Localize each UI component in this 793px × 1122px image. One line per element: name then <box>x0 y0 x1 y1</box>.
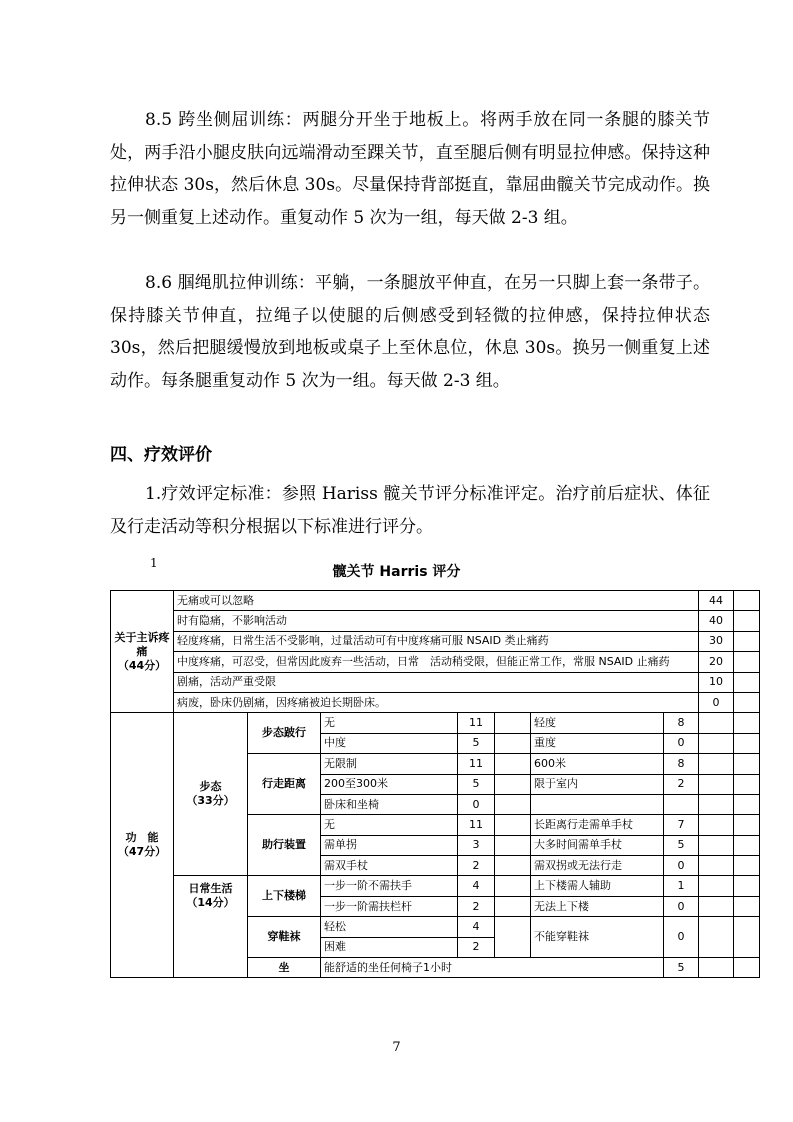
footnote-marker: 1 <box>150 556 158 570</box>
item-score: 2 <box>458 896 495 916</box>
item-score: 3 <box>458 835 495 855</box>
item-option: 需单拐 <box>321 835 458 855</box>
pain-score: 44 <box>699 591 734 611</box>
pain-desc: 中度疼痛，可忍受，但常因此废弃一些活动，日常 活动稍受限，但能正常工作，常服 NSAID 止痛药 <box>174 652 699 672</box>
function-category-cell: 功 能 （47分） <box>111 713 174 978</box>
daily-category-cell: 日常生活 （14分） <box>174 876 248 978</box>
item-option: 能舒适的坐任何椅子1小时 <box>321 958 664 978</box>
item-score: 0 <box>664 733 699 753</box>
item-option: 一步一阶需扶栏杆 <box>321 896 458 916</box>
pain-desc: 病废，卧床仍剧痛，因疼痛被迫长期卧床。 <box>174 692 699 712</box>
item-option: 大多时间需单手杖 <box>531 835 664 855</box>
item-score: 5 <box>458 733 495 753</box>
item-score: 5 <box>458 774 495 794</box>
limp-label: 步态跛行 <box>248 713 321 754</box>
item-option: 无法上下楼 <box>531 896 664 916</box>
page-number: 7 <box>392 1040 401 1055</box>
item-score: 2 <box>458 856 495 876</box>
item-score: 0 <box>664 896 699 916</box>
item-score: 1 <box>664 876 699 896</box>
sit-label: 坐 <box>248 958 321 978</box>
item-score: 7 <box>664 815 699 835</box>
item-option: 一步一阶不需扶手 <box>321 876 458 896</box>
item-option: 轻松 <box>321 917 458 937</box>
paragraph-8-6: 8.6 腘绳肌拉伸训练：平躺，一条腿放平伸直，在另一只脚上套一条带子。保持膝关节伸直，拉绳子以使腿的后侧感受到轻微的拉伸感，保持拉伸状态 30s，然后把腿缓慢放到地板或桌子上至休息位，休息 30s。换另一侧重复上述动作。每条腿重复动作 5 次为一组。每天做 2-3 组。 <box>110 273 710 391</box>
paragraph-8-5: 8.5 跨坐侧屈训练：两腿分开坐于地板上。将两手放在同一条腿的膝关节处，两手沿小腿皮肤向远端滑动至踝关节，直至腿后侧有明显拉伸感。保持这种拉伸状态 30s，然后休息 30s。尽量保持背部挺直，靠屈曲髋关节完成动作。换另一侧重复上述动作。重复动作 5 次为一组，每天做 2-3 组。 <box>110 110 710 228</box>
item-option: 需双拐或无法行走 <box>531 856 664 876</box>
pain-desc: 剧痛，活动严重受限 <box>174 672 699 692</box>
item-score: 11 <box>458 754 495 774</box>
gait-category-cell: 步态 （33分） <box>174 713 248 876</box>
item-score: 2 <box>664 774 699 794</box>
item-option: 需双手杖 <box>321 856 458 876</box>
pain-score: 10 <box>699 672 734 692</box>
socks-label: 穿鞋袜 <box>248 917 321 958</box>
item-score: 11 <box>458 713 495 733</box>
item-option: 无 <box>321 815 458 835</box>
item-option: 200至300米 <box>321 774 458 794</box>
stairs-label: 上下楼梯 <box>248 876 321 917</box>
item-score: 0 <box>458 794 495 814</box>
item-score: 0 <box>664 917 699 958</box>
item-option: 上下楼需人辅助 <box>531 876 664 896</box>
item-option: 限于室内 <box>531 774 664 794</box>
item-option: 600米 <box>531 754 664 774</box>
item-option: 无限制 <box>321 754 458 774</box>
intro-paragraph: 1.疗效评定标准：参照 Hariss 髋关节评分标准评定。治疗前后症状、体征及行走活动等积分根据以下标准进行评分。 <box>110 484 710 537</box>
item-option: 不能穿鞋袜 <box>531 917 664 958</box>
pain-score: 0 <box>699 692 734 712</box>
pain-score: 40 <box>699 611 734 631</box>
item-option: 困难 <box>321 937 458 957</box>
item-option: 中度 <box>321 733 458 753</box>
harris-score-table <box>110 590 760 978</box>
item-score: 2 <box>458 937 495 957</box>
item-score: 11 <box>458 815 495 835</box>
pain-desc: 轻度疼痛，日常生活不受影响，过量活动可有中度疼痛可服 NSAID 类止痛药 <box>174 631 699 651</box>
section-heading: 四、疗效评价 <box>110 445 212 465</box>
item-option: 无 <box>321 713 458 733</box>
aid-label: 助行装置 <box>248 815 321 876</box>
item-option: 长距离行走需单手杖 <box>531 815 664 835</box>
pain-score: 30 <box>699 631 734 651</box>
item-option: 重度 <box>531 733 664 753</box>
item-score: 8 <box>664 713 699 733</box>
item-score: 4 <box>458 876 495 896</box>
pain-score: 20 <box>699 652 734 672</box>
item-option: 轻度 <box>531 713 664 733</box>
distance-label: 行走距离 <box>248 754 321 815</box>
item-score: 0 <box>664 856 699 876</box>
item-option: 卧床和坐椅 <box>321 794 458 814</box>
item-score: 4 <box>458 917 495 937</box>
pain-desc: 时有隐痛，不影响活动 <box>174 611 699 631</box>
item-score: 5 <box>664 835 699 855</box>
pain-desc: 无痛或可以忽略 <box>174 591 699 611</box>
item-score: 5 <box>664 958 699 978</box>
item-score: 8 <box>664 754 699 774</box>
pain-category-cell: 关于主诉疼痛 （44分） <box>111 591 174 713</box>
table-caption: 髋关节 Harris 评分 <box>332 564 461 580</box>
